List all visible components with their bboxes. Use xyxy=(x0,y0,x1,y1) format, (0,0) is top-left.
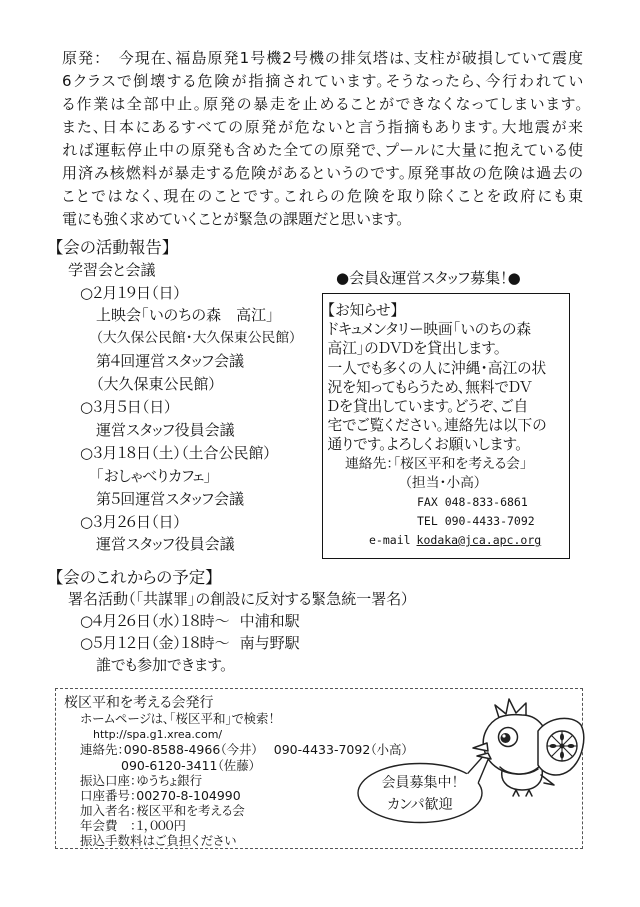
notice-body-line: 宅でご覧ください。連絡先は以下の xyxy=(327,417,547,435)
publisher-account: 口座番号：00270-8-104990 xyxy=(80,788,241,803)
notice-body-line: 通りです。よろしくお願いします。 xyxy=(327,436,523,454)
bird-eye-highlight xyxy=(502,734,505,737)
activity-detail: 「おしゃべりカフェ」 xyxy=(96,466,212,485)
intro-line: 電にも強く求めていくことが緊急の課題だと思います。 xyxy=(62,210,404,228)
activity-date: ○２月１９日（日） xyxy=(80,283,181,302)
bird-tail xyxy=(541,775,554,785)
intro-line: る作業は全部中止。原発の暴走を止めることができなくなってしまいます。 xyxy=(62,95,583,113)
notice-body-line: Ｄを貸出しています。どうぞ、ご自 xyxy=(327,397,529,415)
schedule-activity: 署名活動（「共謀罪」の創設に反対する緊急統一署名） xyxy=(68,589,409,608)
activity-report-heading: 【会の活動報告】 xyxy=(55,237,171,257)
intro-line: また、日本にあるすべての原発が危ないと言う指摘もあります。大地震が来 xyxy=(62,118,583,136)
activity-date: ○３月１８日（土）（土合公民館） xyxy=(80,443,271,462)
wing-flower-center xyxy=(560,744,565,749)
schedule-item xyxy=(80,610,300,633)
activity-date: ○３月２６日（日） xyxy=(80,512,181,531)
publisher-homepage: ホームページは、「桜区平和」で検索！ xyxy=(80,711,275,726)
notice-body-line: 高江」のＤＶＤを貸出します。 xyxy=(327,340,502,358)
schedule-note: 誰でも参加できます。 xyxy=(96,655,228,674)
speech-bubble-line: カンパ歓迎 xyxy=(387,797,453,813)
schedule-date: ○５月１２日（金）１８時～ xyxy=(80,633,230,652)
schedule-heading: 【会のこれからの予定】 xyxy=(55,567,214,587)
recruit-banner: ●会員＆運営スタッフ募集！● xyxy=(336,268,521,287)
activity-detail: （大久保公民館・大久保東公民館） xyxy=(96,330,297,347)
notice-body-line: ドキュメンタリー映画「いのちの森 xyxy=(327,321,532,339)
notice-email: kodaka@jca.apc.org xyxy=(416,533,542,548)
intro-line: 用済み核燃料が暴走する危険があるというのです。原発事故の危険は過去の xyxy=(62,164,583,182)
notice-body-line: 況を知ってもらうため、無料でＤＶ xyxy=(327,378,532,396)
notice-heading: 【お知らせ】 xyxy=(327,302,398,319)
intro-line: 6クラスで倒壊する危険が指摘されています。そうなったら、今行われてい xyxy=(62,72,583,90)
notice-person: （担当・小高） xyxy=(405,474,481,491)
activity-detail: （大久保東公民館） xyxy=(96,375,217,394)
publisher-fee: 年会費 ：１，０００円 xyxy=(80,818,187,833)
speech-bubble-line: 会員募集中！ xyxy=(381,775,459,791)
publisher-contact: 090-6120-3411（佐藤） xyxy=(121,758,256,773)
notice-tel: TEL 090-4433-7092 xyxy=(417,514,535,529)
intro-paragraph xyxy=(62,47,583,231)
wing-flower-seed xyxy=(560,734,564,741)
activity-detail: 運営スタッフ役員会議 xyxy=(96,420,235,439)
wing-flower-seed xyxy=(568,744,575,748)
notice-fax: FAX 048-833-6861 xyxy=(417,494,528,509)
bird-mascot-illustration xyxy=(473,699,584,796)
schedule-date: ○４月２６日（水）１８時～ xyxy=(80,611,230,630)
bird-beak-lower xyxy=(477,753,491,759)
activity-report-subheading: 学習会と会議 xyxy=(68,260,156,279)
activity-detail: 上映会「いのちの森 高江」 xyxy=(96,306,274,325)
publisher-contact-label: 連絡先： xyxy=(80,742,124,757)
schedule-item xyxy=(80,632,300,655)
notice-contact: 連絡先：「桜区平和を考える会」 xyxy=(345,455,527,472)
publisher-contact: 090-4433-7092（小高） xyxy=(273,742,408,757)
notice-body-line: 一人でも多くの人に沖縄・高江の状 xyxy=(327,359,547,377)
publisher-bank: 振込口座：ゆうちょ銀行 xyxy=(80,773,203,788)
bird-beak-upper xyxy=(473,743,488,751)
notice-email-label: e-mail xyxy=(369,533,411,548)
activity-detail: 運営スタッフ役員会議 xyxy=(96,535,235,554)
notice-box xyxy=(322,293,570,559)
publisher-holder: 加入者名：桜区平和を考える会 xyxy=(80,803,245,818)
speech-bubble-text xyxy=(358,772,482,816)
activity-date: ○３月５日（日） xyxy=(80,398,172,416)
bird-feet xyxy=(513,790,532,796)
activity-detail: 第５回運営スタッフ会議 xyxy=(96,489,244,508)
bird-pupil xyxy=(501,733,511,743)
schedule-place: 南与野駅 xyxy=(239,633,300,652)
intro-line: れば運転停止中の原発も含めた全ての原発で、プールに大量に抱えている使 xyxy=(62,141,583,159)
wing-flower-seed xyxy=(550,744,557,748)
schedule-place: 中浦和駅 xyxy=(239,611,300,630)
intro-line: 原発： 今現在、福島原発1号機2号機の排気塔は、支柱が破損していて震度 xyxy=(62,49,583,67)
notice-email-row xyxy=(369,531,569,550)
publisher-contact: 090-8588-4966（今井） xyxy=(123,742,258,757)
intro-line: ことではなく、現在のことです。これらの危険を取り除くことを政府にも東 xyxy=(62,187,583,205)
activity-detail: 第４回運営スタッフ会議 xyxy=(96,352,244,371)
wing-flower-seed xyxy=(560,752,564,759)
publisher-fee-note: 振込手数料はご負担ください xyxy=(80,833,237,848)
publisher-url: http://spa.g1.xrea.com/ xyxy=(93,728,223,741)
publisher-title: 桜区平和を考える会発行 xyxy=(64,695,214,711)
